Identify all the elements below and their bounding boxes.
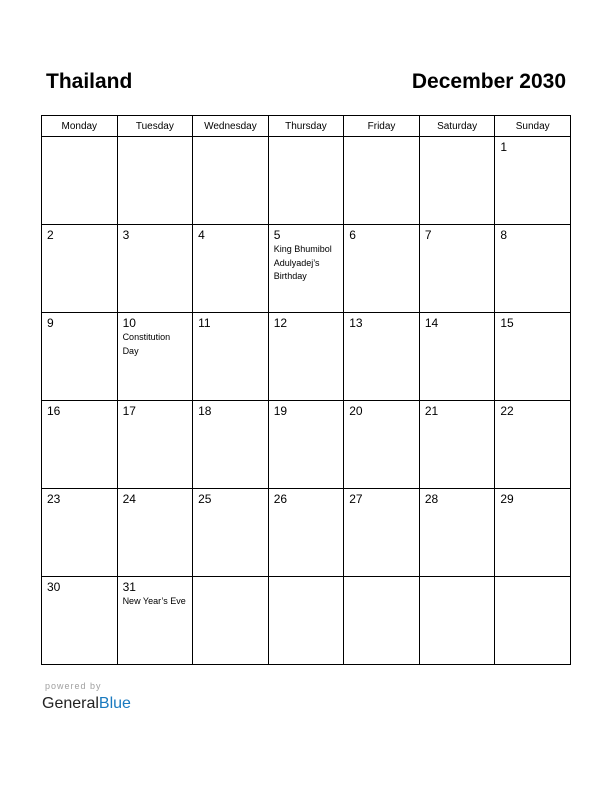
weekday-friday: Friday — [344, 116, 420, 137]
week-row — [42, 489, 571, 577]
weekday-header-row — [42, 116, 571, 137]
empty-day-cell — [193, 137, 269, 225]
day-number: 25 — [198, 492, 212, 506]
weekday-wednesday: Wednesday — [193, 116, 269, 137]
day-number: 21 — [424, 404, 439, 418]
holiday-label: Constitution Day — [122, 332, 171, 356]
empty-day-cell — [344, 137, 420, 225]
calendar-grid — [41, 115, 571, 665]
day-cell — [268, 225, 344, 313]
empty-day-cell — [268, 577, 344, 665]
day-cell — [193, 489, 269, 577]
day-cell — [42, 577, 118, 665]
day-cell — [42, 225, 118, 313]
day-cell — [495, 489, 571, 577]
day-number: 5 — [273, 228, 281, 242]
day-number: 22 — [500, 404, 514, 418]
day-number: 31 — [122, 580, 136, 594]
day-number: 14 — [424, 316, 439, 330]
week-row — [42, 313, 571, 401]
month-title: December 2030 — [411, 70, 566, 93]
country-title: Thailand — [46, 70, 133, 93]
day-cell — [495, 313, 571, 401]
day-number: 27 — [349, 492, 363, 506]
day-number: 12 — [273, 316, 288, 330]
weekday-monday: Monday — [42, 116, 118, 137]
day-cell — [495, 401, 571, 489]
day-cell — [495, 225, 571, 313]
day-number: 11 — [198, 316, 211, 330]
day-number: 13 — [349, 316, 363, 330]
day-number: 17 — [122, 404, 136, 418]
day-number: 19 — [273, 404, 288, 418]
day-number: 9 — [47, 316, 54, 330]
day-number: 3 — [122, 228, 130, 242]
day-cell — [117, 577, 193, 665]
day-cell — [193, 313, 269, 401]
week-row — [42, 225, 571, 313]
day-number: 26 — [273, 492, 288, 506]
day-number: 15 — [500, 316, 514, 330]
day-cell — [268, 313, 344, 401]
empty-day-cell — [419, 137, 495, 225]
powered-by-text: powered by — [45, 681, 102, 691]
day-cell — [344, 489, 420, 577]
day-number: 28 — [424, 492, 439, 506]
empty-day-cell — [117, 137, 193, 225]
day-number: 30 — [47, 580, 61, 594]
day-number: 29 — [500, 492, 514, 506]
day-cell — [193, 401, 269, 489]
week-row — [42, 401, 571, 489]
day-cell — [419, 225, 495, 313]
day-number: 16 — [47, 404, 61, 418]
weekday-thursday: Thursday — [268, 116, 344, 137]
day-cell — [42, 313, 118, 401]
day-cell — [344, 313, 420, 401]
calendar-header — [46, 70, 566, 98]
weekday-tuesday: Tuesday — [117, 116, 193, 137]
weekday-sunday: Sunday — [495, 116, 571, 137]
day-cell — [495, 137, 571, 225]
brand-logo[interactable] — [42, 694, 131, 714]
day-number: 23 — [47, 492, 61, 506]
day-cell — [193, 225, 269, 313]
footer — [42, 681, 131, 714]
day-cell — [42, 401, 118, 489]
holiday-label: New Year’s Eve — [122, 596, 186, 606]
day-cell — [117, 401, 193, 489]
empty-day-cell — [42, 137, 118, 225]
day-cell — [268, 401, 344, 489]
day-cell — [419, 313, 495, 401]
day-cell — [419, 489, 495, 577]
holiday-label: King Bhumibol Adulyadej’s Birthday — [273, 244, 332, 281]
day-number: 2 — [47, 228, 54, 242]
day-cell — [419, 401, 495, 489]
week-row — [42, 577, 571, 665]
brand-general: General — [42, 695, 99, 712]
day-number: 18 — [198, 404, 212, 418]
day-cell — [344, 401, 420, 489]
day-cell — [117, 489, 193, 577]
empty-day-cell — [268, 137, 344, 225]
day-cell — [117, 225, 193, 313]
day-cell — [344, 225, 420, 313]
day-number: 1 — [500, 140, 508, 154]
empty-day-cell — [344, 577, 420, 665]
day-cell — [117, 313, 193, 401]
empty-day-cell — [193, 577, 269, 665]
day-number: 10 — [122, 316, 136, 330]
day-number: 4 — [198, 228, 205, 242]
day-number: 7 — [424, 228, 432, 242]
day-number: 6 — [349, 228, 356, 242]
empty-day-cell — [495, 577, 571, 665]
day-number: 8 — [500, 228, 508, 242]
empty-day-cell — [419, 577, 495, 665]
weekday-saturday: Saturday — [419, 116, 495, 137]
day-cell — [42, 489, 118, 577]
week-row — [42, 137, 571, 225]
brand-blue: Blue — [98, 695, 131, 712]
day-cell — [268, 489, 344, 577]
day-number: 20 — [349, 404, 363, 418]
day-number: 24 — [122, 492, 136, 506]
